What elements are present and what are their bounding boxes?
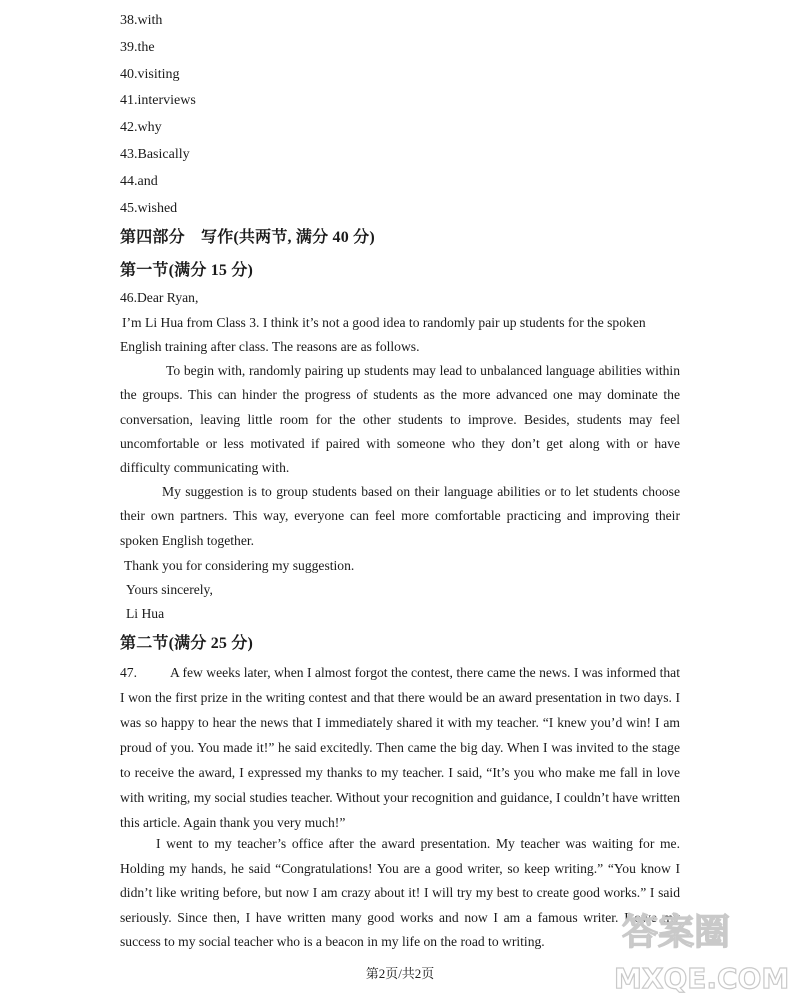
question-number: 47.: [120, 665, 137, 680]
story-paragraph-text: A few weeks later, when I almost forgot the contest, there came the news. I was informed that I won the first prize in the writing contest and that there would be an award presentation in two days. I was so happy to hear the news that I immediately shared it with my teacher. “I knew you’d win! I am proud of you. You made it!” he said excitedly. Then came the big day. When I was invited to the stage to receive the award, I expressed my thanks to my teacher. I said, “It’s you who make me fall in love with writing, my social studies teacher. Without your recognition and guidance, I couldn’t have written this article. Again thank you very much!”: [120, 665, 680, 830]
answer-item: 44.and: [120, 173, 158, 189]
watermark-top-text: 答案圈: [622, 912, 731, 953]
watermark-logo: [600, 902, 795, 994]
letter-salutation: 46.Dear Ryan,: [120, 290, 199, 305]
answer-list: [120, 8, 196, 222]
watermark-bottom-text: MXQE.COM: [614, 962, 790, 994]
section-heading: 第一节(满分 15 分): [120, 262, 254, 279]
letter-paragraph: My suggestion is to group students based on their language abilities or to let students choose their own partners. This way, everyone can feel more comfortable practicing and improving their spoken English together.: [120, 484, 680, 548]
page-footer: 第2页/共2页: [365, 966, 435, 981]
letter-paragraph: I’m Li Hua from Class 3. I think it’s not a good idea to randomly pair up students for the spoken English training after class. The reasons are as follows.: [120, 315, 646, 355]
answer-item: 42.why: [120, 120, 162, 136]
letter-paragraph: To begin with, randomly pairing up students may lead to unbalanced language abilities within the groups. This can hinder the progress of students as the more advanced one may dominate the conversation, leaving little room for the other students to improve. Besides, students may feel uncomfortable or less motivated if paired with someone who they don’t get along with or have difficulty communicating with.: [120, 363, 680, 476]
letter-signature: Li Hua: [126, 606, 165, 621]
section-heading: 第二节(满分 25 分): [120, 635, 254, 652]
answer-item: 40.visiting: [120, 66, 180, 82]
letter-closing: Yours sincerely,: [126, 582, 213, 597]
answer-item: 45.wished: [120, 200, 178, 216]
letter-thanks: Thank you for considering my suggestion.: [124, 558, 355, 573]
part-heading: 第四部分 写作(共两节, 满分 40 分): [120, 229, 375, 246]
answer-item: 39.the: [120, 39, 155, 55]
answer-item: 41.interviews: [120, 93, 196, 109]
answer-item: 43.Basically: [120, 146, 190, 162]
story-paragraph: I went to my teacher’s office after the award presentation. My teacher was waiting for me. Holding my hands, he said “Congratulations! You are a good writer, so keep writing.” “You know I didn’t like writing before, but now I am crazy about it! I will try my best to create good works.” I said seriously. Since then, I have written many good works and now I am a famous writer. I owe my success to my social teacher who is a beacon in my life on the road to writing.: [120, 836, 680, 949]
answer-item: 38.with: [120, 13, 163, 28]
story-paragraph: [120, 660, 680, 835]
